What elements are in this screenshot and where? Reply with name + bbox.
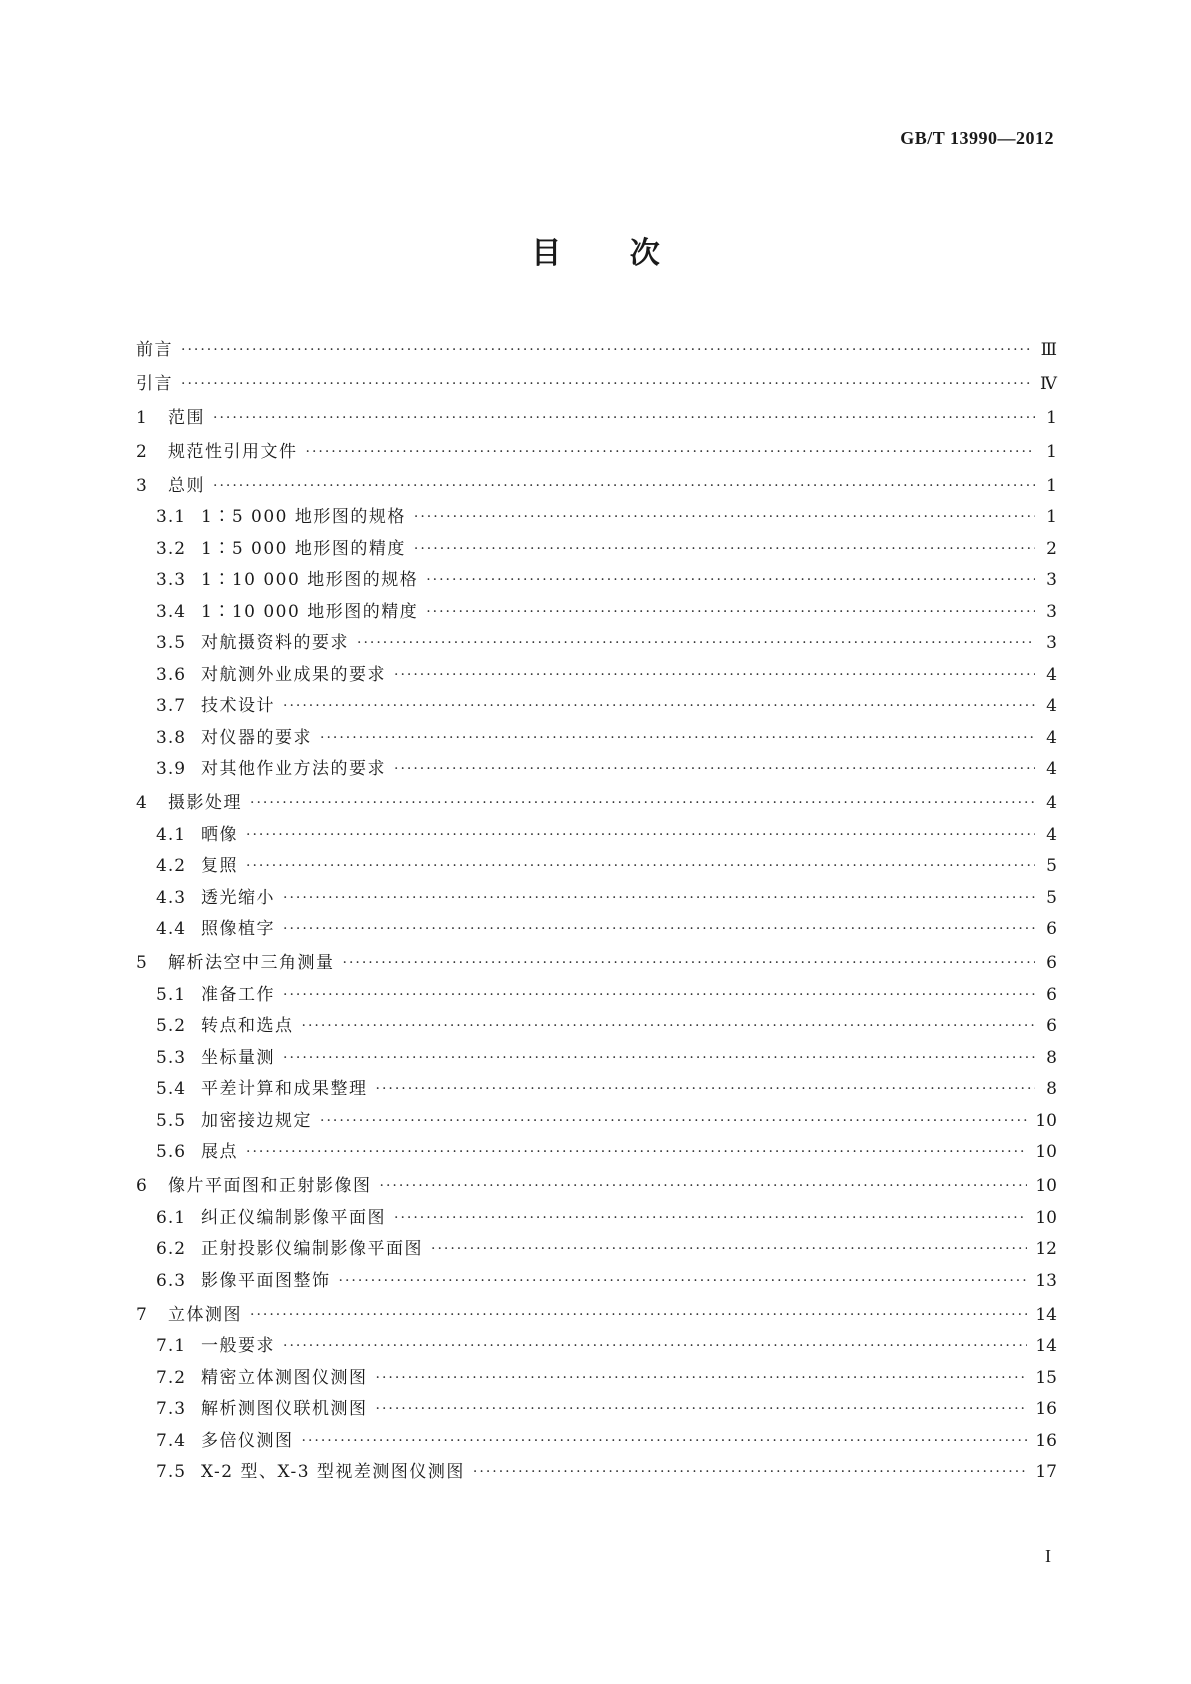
toc-leader-dots bbox=[283, 1336, 1027, 1356]
toc-entry[interactable] bbox=[136, 622, 1057, 654]
toc-entry-page: 1 bbox=[1046, 475, 1057, 496]
toc-entry-number: 5.5 bbox=[156, 1110, 187, 1131]
toc-entry-page: 6 bbox=[1046, 1016, 1057, 1036]
toc-entry-number: 7.1 bbox=[156, 1336, 187, 1356]
toc-entry[interactable] bbox=[136, 845, 1057, 877]
toc-entry[interactable] bbox=[136, 973, 1057, 1005]
toc-entry-number: 5.2 bbox=[156, 1016, 187, 1036]
toc-leader-dots bbox=[302, 1431, 1028, 1451]
toc-entry-label: 正射投影仪编制影像平面图 bbox=[201, 1239, 423, 1259]
toc-entry-number: 5.6 bbox=[156, 1142, 187, 1162]
toc-entry-label: 精密立体测图仪测图 bbox=[201, 1367, 368, 1388]
toc-entry[interactable] bbox=[136, 1356, 1057, 1388]
toc-entry-label: 范围 bbox=[168, 407, 205, 428]
toc-entry-number: 7.3 bbox=[156, 1399, 187, 1419]
toc-leader-dots bbox=[473, 1462, 1027, 1482]
toc-entry-page: 14 bbox=[1035, 1336, 1057, 1356]
toc-entry-number: 2 bbox=[136, 441, 148, 462]
toc-entry-label: 平差计算和成果整理 bbox=[201, 1079, 368, 1099]
toc-entry-page: 3 bbox=[1046, 570, 1057, 590]
toc-leader-dots bbox=[306, 442, 1036, 462]
toc-entry-number: 6 bbox=[136, 1176, 148, 1196]
toc-entry-number: 3.8 bbox=[156, 727, 187, 748]
toc-entry-number: 4.2 bbox=[156, 856, 187, 876]
toc-entry-label: 解析测图仪联机测图 bbox=[201, 1399, 368, 1419]
toc-entry-page: 10 bbox=[1035, 1176, 1057, 1196]
toc-leader-dots bbox=[380, 1176, 1028, 1196]
toc-entry-label: 影像平面图整饰 bbox=[201, 1270, 331, 1291]
toc-entry-label: 展点 bbox=[201, 1142, 238, 1162]
toc-leader-dots bbox=[320, 1111, 1027, 1131]
toc-entry[interactable] bbox=[136, 328, 1057, 360]
toc-entry[interactable] bbox=[136, 1131, 1057, 1163]
toc-entry-label: 规范性引用文件 bbox=[168, 441, 298, 462]
toc-entry[interactable] bbox=[136, 1419, 1057, 1451]
toc-entry-page: 17 bbox=[1035, 1462, 1057, 1482]
toc-entry-page: 16 bbox=[1035, 1430, 1057, 1451]
toc-entry-label: 转点和选点 bbox=[201, 1016, 294, 1036]
toc-entry-label: 技术设计 bbox=[201, 696, 275, 716]
toc-entry-page: 10 bbox=[1035, 1207, 1057, 1228]
toc-entry-page: 4 bbox=[1046, 664, 1057, 685]
toc-entry-label: 解析法空中三角测量 bbox=[168, 953, 335, 973]
toc-entry-number: 4.4 bbox=[156, 919, 187, 939]
toc-leader-dots bbox=[246, 825, 1035, 845]
toc-entry[interactable] bbox=[136, 1228, 1057, 1260]
toc-entry-number: 6.1 bbox=[156, 1207, 187, 1228]
toc-leader-dots bbox=[394, 759, 1035, 779]
toc-leader-dots bbox=[320, 728, 1035, 748]
toc-leader-dots bbox=[339, 1271, 1028, 1291]
toc-leader-dots bbox=[283, 888, 1035, 908]
toc-entry[interactable] bbox=[136, 779, 1057, 813]
toc-leader-dots bbox=[246, 856, 1035, 876]
toc-leader-dots bbox=[357, 633, 1035, 653]
toc-entry-label: 1∶10 000 地形图的规格 bbox=[201, 570, 419, 590]
toc-entry[interactable] bbox=[136, 559, 1057, 591]
toc-entry-number: 3 bbox=[136, 475, 148, 496]
toc-entry-page: 14 bbox=[1035, 1304, 1057, 1325]
toc-entry[interactable] bbox=[136, 1005, 1057, 1037]
toc-leader-dots bbox=[376, 1079, 1036, 1099]
toc-entry-page: 1 bbox=[1046, 441, 1057, 462]
toc-entry-label: 像片平面图和正射影像图 bbox=[168, 1176, 372, 1196]
toc-entry-label: 对航测外业成果的要求 bbox=[201, 664, 386, 685]
toc-leader-dots bbox=[343, 953, 1036, 973]
toc-entry[interactable] bbox=[136, 1388, 1057, 1420]
toc-entry-page: 15 bbox=[1035, 1367, 1057, 1388]
toc-entry-label: 加密接边规定 bbox=[201, 1110, 312, 1131]
toc-leader-dots bbox=[394, 665, 1035, 685]
toc-entry-page: 4 bbox=[1046, 696, 1057, 716]
toc-entry[interactable] bbox=[136, 360, 1057, 394]
toc-entry-number: 5.1 bbox=[156, 984, 187, 1005]
toc-entry-label: 复照 bbox=[201, 856, 238, 876]
toc-entry-number: 3.2 bbox=[156, 538, 187, 559]
toc-entry[interactable] bbox=[136, 1291, 1057, 1325]
toc-entry-label: 1∶5 000 地形图的规格 bbox=[201, 507, 406, 527]
toc-entry-label: 立体测图 bbox=[168, 1304, 242, 1325]
toc-leader-dots bbox=[213, 476, 1035, 496]
toc-entry-number: 6.3 bbox=[156, 1270, 187, 1291]
toc-leader-dots bbox=[250, 793, 1035, 813]
toc-entry-page: 5 bbox=[1046, 887, 1057, 908]
toc-entry-number: 1 bbox=[136, 407, 148, 428]
toc-entry-number: 4 bbox=[136, 793, 148, 813]
toc-leader-dots bbox=[246, 1142, 1027, 1162]
toc-entry[interactable] bbox=[136, 876, 1057, 908]
toc-entry[interactable] bbox=[136, 653, 1057, 685]
toc-entry[interactable] bbox=[136, 1036, 1057, 1068]
toc-entry[interactable] bbox=[136, 462, 1057, 496]
toc-leader-dots bbox=[426, 570, 1035, 590]
toc-entry-number: 4.3 bbox=[156, 887, 187, 908]
toc-entry-number: 7 bbox=[136, 1304, 148, 1325]
toc-entry[interactable] bbox=[136, 748, 1057, 780]
toc-entry-label: X-2 型、X-3 型视差测图仪测图 bbox=[201, 1462, 465, 1482]
toc-entry-page: 3 bbox=[1046, 601, 1057, 622]
toc-entry-page: 1 bbox=[1046, 507, 1057, 527]
toc-entry-page: 10 bbox=[1035, 1110, 1057, 1131]
toc-leader-dots bbox=[283, 919, 1035, 939]
toc-entry[interactable] bbox=[136, 685, 1057, 717]
toc-leader-dots bbox=[426, 602, 1035, 622]
toc-leader-dots bbox=[213, 408, 1035, 428]
toc-leader-dots bbox=[181, 374, 1032, 394]
toc-leader-dots bbox=[283, 985, 1035, 1005]
toc-leader-dots bbox=[181, 340, 1033, 360]
toc-entry-page: 2 bbox=[1046, 538, 1057, 559]
toc-leader-dots bbox=[283, 1048, 1035, 1068]
toc-entry[interactable] bbox=[136, 1068, 1057, 1100]
toc-entry-number: 6.2 bbox=[156, 1239, 187, 1259]
standard-code: GB/T 13990—2012 bbox=[900, 128, 1054, 148]
toc-entry-page: 4 bbox=[1046, 727, 1057, 748]
toc-entry[interactable] bbox=[136, 394, 1057, 428]
toc-entry-page: 4 bbox=[1046, 793, 1057, 813]
toc-entry-number: 7.4 bbox=[156, 1430, 187, 1451]
toc-entry-number: 3.5 bbox=[156, 633, 187, 653]
toc-entry-page: 3 bbox=[1046, 633, 1057, 653]
toc-entry-label: 准备工作 bbox=[201, 984, 275, 1005]
toc-entry-label: 对仪器的要求 bbox=[201, 727, 312, 748]
toc-entry-number: 3.3 bbox=[156, 570, 187, 590]
toc-entry-page: 4 bbox=[1046, 759, 1057, 779]
toc-entry[interactable] bbox=[136, 1099, 1057, 1131]
toc-leader-dots bbox=[431, 1239, 1027, 1259]
toc-entry-page: 13 bbox=[1035, 1270, 1057, 1291]
page-title: 目 次 bbox=[531, 236, 660, 271]
toc-entry-label: 一般要求 bbox=[201, 1336, 275, 1356]
toc-entry-number: 5.3 bbox=[156, 1047, 187, 1068]
toc-entry-label: 对其他作业方法的要求 bbox=[201, 759, 386, 779]
toc-entry-label: 1∶5 000 地形图的精度 bbox=[201, 538, 406, 559]
toc-entry-number: 3.1 bbox=[156, 507, 187, 527]
toc-entry-label: 纠正仪编制影像平面图 bbox=[201, 1207, 386, 1228]
toc-entry[interactable] bbox=[136, 813, 1057, 845]
toc-entry-label: 透光缩小 bbox=[201, 887, 275, 908]
toc-entry[interactable] bbox=[136, 428, 1057, 462]
toc-entry-label: 总则 bbox=[168, 475, 205, 496]
toc-entry[interactable] bbox=[136, 590, 1057, 622]
toc-entry-page: 5 bbox=[1046, 856, 1057, 876]
toc-entry-page: 6 bbox=[1046, 953, 1057, 973]
toc-leader-dots bbox=[394, 1208, 1027, 1228]
toc-entry-page: 8 bbox=[1046, 1047, 1057, 1068]
toc-entry-page: 1 bbox=[1046, 407, 1057, 428]
toc-entry-label: 坐标量测 bbox=[201, 1047, 275, 1068]
table-of-contents bbox=[136, 328, 1057, 1482]
toc-entry[interactable] bbox=[136, 908, 1057, 940]
toc-entry-label: 摄影处理 bbox=[168, 793, 242, 813]
toc-entry-label: 晒像 bbox=[201, 824, 238, 845]
toc-entry-label: 引言 bbox=[136, 373, 173, 394]
toc-entry-page: Ⅳ bbox=[1040, 373, 1057, 394]
toc-entry-page: 16 bbox=[1035, 1399, 1057, 1419]
toc-leader-dots bbox=[376, 1399, 1028, 1419]
toc-entry-label: 照像植字 bbox=[201, 919, 275, 939]
toc-entry-number: 5 bbox=[136, 953, 148, 973]
toc-entry-label: 多倍仪测图 bbox=[201, 1430, 294, 1451]
toc-entry[interactable] bbox=[136, 1451, 1057, 1483]
toc-entry-page: 6 bbox=[1046, 919, 1057, 939]
toc-entry[interactable] bbox=[136, 496, 1057, 528]
toc-leader-dots bbox=[414, 507, 1035, 527]
toc-entry-number: 4.1 bbox=[156, 824, 187, 845]
toc-entry-number: 3.7 bbox=[156, 696, 187, 716]
toc-entry-page: 8 bbox=[1046, 1079, 1057, 1099]
toc-entry-page: 4 bbox=[1046, 824, 1057, 845]
page-number: I bbox=[1045, 1546, 1051, 1566]
toc-entry-number: 3.4 bbox=[156, 601, 187, 622]
toc-entry[interactable] bbox=[136, 1196, 1057, 1228]
toc-entry-number: 7.5 bbox=[156, 1462, 187, 1482]
toc-entry-number: 3.9 bbox=[156, 759, 187, 779]
toc-entry[interactable] bbox=[136, 716, 1057, 748]
toc-entry-number: 7.2 bbox=[156, 1367, 187, 1388]
toc-leader-dots bbox=[376, 1368, 1028, 1388]
toc-entry-number: 3.6 bbox=[156, 664, 187, 685]
toc-entry-page: 6 bbox=[1046, 984, 1057, 1005]
toc-entry-label: 1∶10 000 地形图的精度 bbox=[201, 601, 419, 622]
toc-entry[interactable] bbox=[136, 527, 1057, 559]
toc-leader-dots bbox=[302, 1016, 1036, 1036]
toc-entry[interactable] bbox=[136, 1259, 1057, 1291]
toc-entry[interactable] bbox=[136, 939, 1057, 973]
toc-entry-page: 10 bbox=[1035, 1142, 1057, 1162]
toc-entry-page: 12 bbox=[1035, 1239, 1057, 1259]
toc-entry-label: 前言 bbox=[136, 339, 173, 360]
toc-leader-dots bbox=[250, 1305, 1027, 1325]
toc-entry[interactable] bbox=[136, 1325, 1057, 1357]
toc-entry[interactable] bbox=[136, 1162, 1057, 1196]
toc-leader-dots bbox=[283, 696, 1035, 716]
toc-entry-page: Ⅲ bbox=[1040, 339, 1057, 360]
toc-leader-dots bbox=[414, 539, 1035, 559]
toc-entry-number: 5.4 bbox=[156, 1079, 187, 1099]
toc-entry-label: 对航摄资料的要求 bbox=[201, 633, 349, 653]
